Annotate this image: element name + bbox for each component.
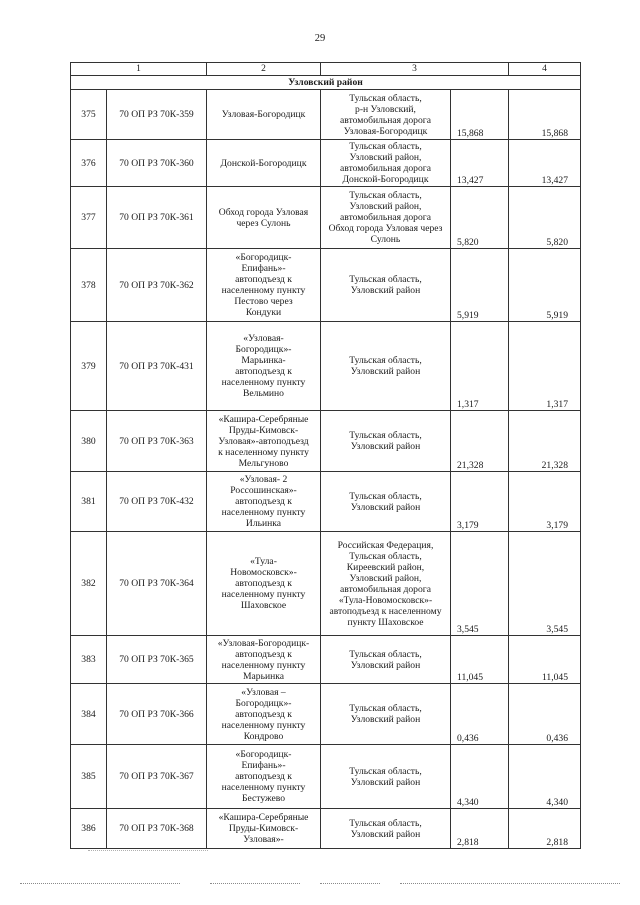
road-code: 70 ОП РЗ 70К-360 [107, 140, 207, 187]
road-location [321, 745, 451, 809]
road-location-line: Тульская область, [349, 355, 422, 366]
road-length: 0,436 [451, 684, 509, 745]
road-name-line: Обход города Узловая [218, 206, 309, 218]
road-location-line: Тульская область, [349, 141, 422, 152]
road-name-line: «Узловая – [241, 686, 286, 698]
road-length: 13,427 [451, 140, 509, 187]
row-number: 384 [71, 684, 107, 745]
road-name-line: Пруды-Кимовск- [228, 424, 299, 436]
road-code: 70 ОП РЗ 70К-364 [107, 532, 207, 636]
road-name-line: населенному пункту [221, 589, 306, 600]
road-length-total: 3,545 [509, 532, 581, 636]
road-name-line: Бестужево [241, 793, 286, 804]
road-length-total: 13,427 [509, 140, 581, 187]
road-length: 3,545 [451, 532, 509, 636]
road-name [207, 187, 321, 249]
header-col-3: 3 [321, 63, 509, 76]
table-row [71, 411, 581, 472]
road-name-line: Пестово через [234, 296, 293, 307]
road-name-line: Богородицк»- [235, 697, 292, 709]
page-number: 29 [314, 33, 326, 44]
road-location-line: Узловский район [350, 776, 421, 788]
table-row [71, 636, 581, 684]
road-location-line: Тульская область, [349, 765, 422, 777]
road-location-line: автомобильная дорога [340, 114, 431, 126]
road-length: 2,818 [451, 809, 509, 849]
road-length-total: 11,045 [509, 636, 581, 684]
road-code: 70 ОП РЗ 70К-368 [107, 809, 207, 849]
table-row [71, 249, 581, 322]
road-name-line: Епифань»- [241, 760, 286, 771]
road-name [207, 745, 321, 809]
bottom-dotted-line [0, 880, 640, 888]
road-location-line: Узловский район [350, 366, 421, 377]
road-name-line: Узловая»-автоподъезд [218, 435, 309, 447]
road-name-line: Донской-Богородицк [220, 157, 307, 169]
road-code: 70 ОП РЗ 70К-365 [107, 636, 207, 684]
road-name-line: автоподъезд к [235, 366, 292, 377]
road-location-line: Тульская область, [349, 703, 422, 714]
table-row [71, 472, 581, 532]
road-code: 70 ОП РЗ 70К-363 [107, 411, 207, 472]
table-row [71, 809, 581, 849]
road-location [321, 472, 451, 532]
table-row [71, 187, 581, 249]
row-number: 386 [71, 809, 107, 849]
road-length: 21,328 [451, 411, 509, 472]
road-length-total: 0,436 [509, 684, 581, 745]
row-number: 385 [71, 745, 107, 809]
road-name-line: «Богородицк- [235, 749, 292, 760]
header-col-4: 4 [509, 63, 581, 76]
road-location-line: Тульская область, [349, 190, 422, 201]
road-name-line: автоподъезд к [235, 274, 292, 285]
district-row [71, 76, 581, 90]
table-row [71, 532, 581, 636]
road-name-line: к населенному пункту [218, 446, 309, 458]
road-location-line: автомобильная дорога [340, 163, 431, 174]
road-code: 70 ОП РЗ 70К-361 [107, 187, 207, 249]
road-name-line: Ильинка [245, 518, 282, 529]
road-location-line: Узловский район [350, 441, 421, 452]
road-location-line: Узловский район [350, 659, 421, 671]
road-length: 4,340 [451, 745, 509, 809]
header-row [71, 63, 581, 76]
road-location-line: Узловский район [350, 714, 421, 725]
road-location-line: Тульская область, [349, 430, 422, 441]
road-name-line: Шаховское [240, 600, 287, 611]
road-location [321, 809, 451, 849]
road-code: 70 ОП РЗ 70К-362 [107, 249, 207, 322]
road-location-line: Российская Федерация, [337, 539, 434, 551]
row-number: 381 [71, 472, 107, 532]
road-name-line: Епифань»- [241, 263, 286, 274]
road-name-line: автоподъезд к [235, 771, 292, 782]
road-length-total: 5,919 [509, 249, 581, 322]
road-name-line: «Кашира-Серебряные [218, 413, 309, 425]
road-location-line: Донской-Богородицк [342, 174, 429, 185]
road-location [321, 90, 451, 140]
road-name-line: Узловая-Богородицк [221, 109, 306, 120]
road-length-total: 21,328 [509, 411, 581, 472]
road-name-line: Кондуки [245, 307, 282, 318]
road-length-total: 3,179 [509, 472, 581, 532]
road-name-line: Вельмино [243, 388, 284, 399]
road-name-line: населенному пункту [221, 719, 306, 731]
road-name [207, 684, 321, 745]
road-name-line: Россошинская»- [230, 485, 297, 496]
road-location-line: р-н Узловский, [355, 103, 416, 115]
road-length: 1,317 [451, 322, 509, 411]
road-location-line: Узловая-Богородицк [343, 125, 428, 137]
road-name-line: автоподъезд к [235, 578, 292, 589]
roads-table [70, 62, 581, 849]
road-name-line: населенному пункту [221, 659, 306, 671]
road-location [321, 249, 451, 322]
row-number: 376 [71, 140, 107, 187]
table-row [71, 684, 581, 745]
road-name-line: Богородицк»- [235, 344, 292, 355]
table-row [71, 90, 581, 140]
row-number: 380 [71, 411, 107, 472]
road-location [321, 411, 451, 472]
table-row [71, 745, 581, 809]
road-length-total: 4,340 [509, 745, 581, 809]
road-location [321, 187, 451, 249]
road-location-line: «Тула-Новомосковск»- [338, 594, 433, 606]
road-name-line: населенному пункту [221, 285, 306, 296]
header-col-2: 2 [207, 63, 321, 76]
road-length: 11,045 [451, 636, 509, 684]
road-name-line: Марьинка- [241, 355, 286, 366]
road-location-line: Обход города Узловая через [328, 223, 443, 234]
road-name-line: «Богородицк- [235, 252, 292, 263]
road-name-line: Марьинка [242, 670, 284, 682]
road-name-line: «Узловая-Богородицк- [217, 637, 310, 649]
district-title: Узловский район [71, 76, 581, 90]
road-location-line: Тульская область, [349, 274, 422, 285]
road-location-line: Тульская область, [349, 648, 422, 660]
road-name [207, 140, 321, 187]
road-location-line: Тульская область, [349, 550, 422, 562]
road-name [207, 249, 321, 322]
road-location-line: автомобильная дорога [340, 583, 431, 595]
road-location-line: Киреевский район, [346, 561, 425, 573]
header-col-1: 1 [71, 63, 207, 76]
road-length-total: 15,868 [509, 90, 581, 140]
road-location-line: Узловский район [350, 828, 421, 840]
road-name-line: «Тула- [250, 556, 277, 567]
road-name-line: «Узловая- [243, 333, 284, 344]
road-location-line: Узловский район, [349, 152, 422, 163]
road-location [321, 684, 451, 745]
road-location [321, 322, 451, 411]
road-location-line: Узловский район, [349, 572, 422, 584]
row-number: 375 [71, 90, 107, 140]
road-location-line: Сулонь [370, 234, 401, 245]
road-name-line: Узловая»- [243, 834, 284, 845]
road-location-line: Тульская область, [349, 490, 422, 502]
road-name [207, 472, 321, 532]
road-length: 15,868 [451, 90, 509, 140]
road-name-line: Кондрово [243, 730, 284, 742]
road-name-line: Пруды-Кимовск- [228, 823, 299, 834]
road-location [321, 532, 451, 636]
road-name-line: автоподъезд к [235, 496, 292, 507]
road-name-line: Мельгуново [238, 457, 289, 469]
table-row [71, 140, 581, 187]
road-name-line: населенному пункту [221, 507, 306, 518]
road-name [207, 411, 321, 472]
road-name-line: «Кашира-Серебряные [218, 812, 309, 823]
road-name-line: Новомосковск»- [230, 567, 297, 578]
road-location [321, 140, 451, 187]
row-number: 383 [71, 636, 107, 684]
road-name [207, 532, 321, 636]
road-location-line: Узловский район [350, 501, 421, 513]
road-code: 70 ОП РЗ 70К-431 [107, 322, 207, 411]
road-name-line: населенному пункту [221, 782, 306, 793]
road-name-line: автоподъезд к [235, 708, 292, 720]
road-code: 70 ОП РЗ 70К-367 [107, 745, 207, 809]
road-length-total: 2,818 [509, 809, 581, 849]
road-name-line: населенному пункту [221, 377, 306, 388]
road-location-line: автоподъезд к населенному [329, 605, 442, 617]
road-code: 70 ОП РЗ 70К-366 [107, 684, 207, 745]
road-location [321, 636, 451, 684]
road-location-line: Узловский район, [349, 201, 422, 212]
road-name [207, 322, 321, 411]
road-location-line: автомобильная дорога [340, 212, 431, 223]
road-name-line: через Сулонь [236, 217, 291, 229]
scan-marks [88, 850, 208, 857]
row-number: 382 [71, 532, 107, 636]
road-length: 3,179 [451, 472, 509, 532]
row-number: 378 [71, 249, 107, 322]
road-length: 5,820 [451, 187, 509, 249]
road-name [207, 809, 321, 849]
row-number: 379 [71, 322, 107, 411]
road-name-line: «Узловая- 2 [239, 474, 288, 485]
road-code: 70 ОП РЗ 70К-359 [107, 90, 207, 140]
road-length-total: 5,820 [509, 187, 581, 249]
road-code: 70 ОП РЗ 70К-432 [107, 472, 207, 532]
road-name-line: автоподъезд к [235, 648, 292, 660]
table-row [71, 322, 581, 411]
road-location-line: Узловский район [350, 285, 421, 296]
road-location-line: пункту Шаховское [347, 616, 424, 628]
road-location-line: Тульская область, [349, 817, 422, 829]
road-location-line: Тульская область, [349, 92, 422, 104]
row-number: 377 [71, 187, 107, 249]
road-name [207, 636, 321, 684]
road-name [207, 90, 321, 140]
road-length: 5,919 [451, 249, 509, 322]
road-length-total: 1,317 [509, 322, 581, 411]
